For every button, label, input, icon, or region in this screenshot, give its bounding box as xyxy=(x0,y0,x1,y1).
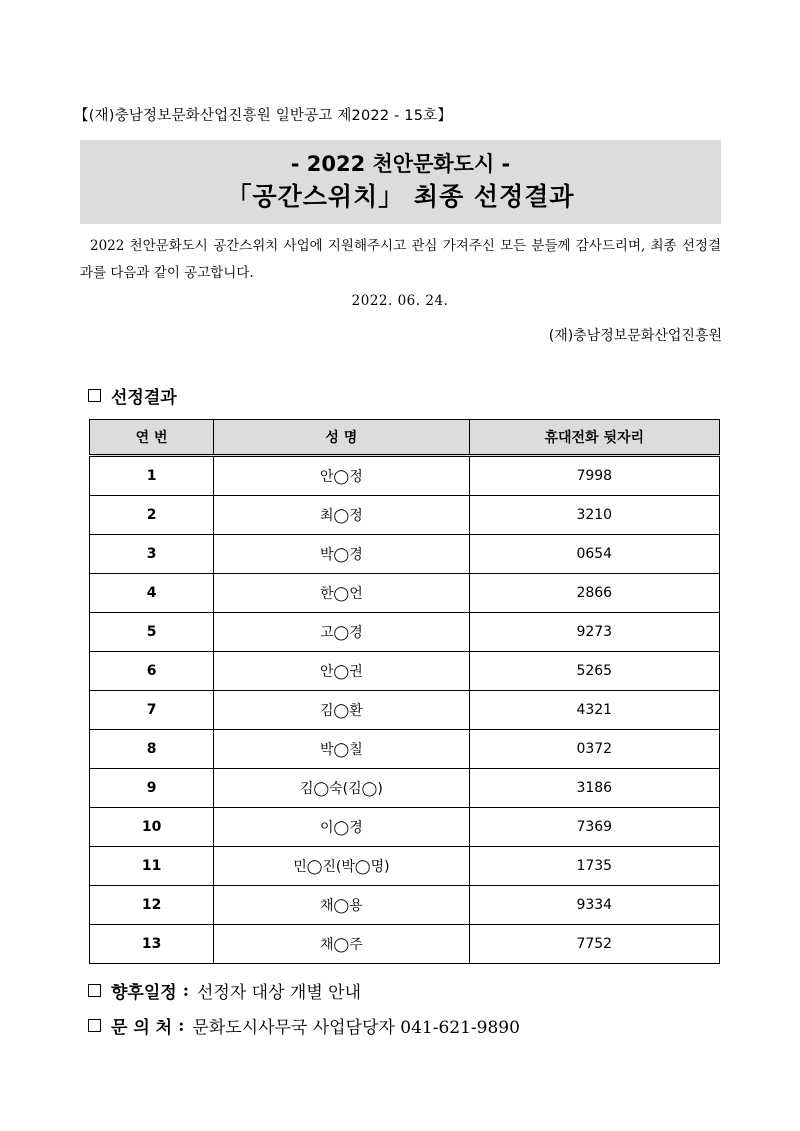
cell-phone: 7998 xyxy=(469,456,719,496)
cell-number: 12 xyxy=(90,886,214,925)
cell-number: 4 xyxy=(90,574,214,613)
cell-phone: 7369 xyxy=(469,808,719,847)
cell-name: 최◯정 xyxy=(214,496,469,535)
table-row xyxy=(90,808,720,847)
cell-number: 9 xyxy=(90,769,214,808)
cell-number: 10 xyxy=(90,808,214,847)
notice-number: 【(재)충남정보문화산업진흥원 일반공고 제2022 - 15호】 xyxy=(74,108,453,124)
cell-phone: 3186 xyxy=(469,769,719,808)
title-line-1: - 2022 천안문화도시 - xyxy=(290,152,511,176)
title-line-2: 「공간스위치」 최종 선정결과 xyxy=(226,182,575,211)
results-table-body xyxy=(90,456,720,964)
cell-name: 민◯진(박◯명) xyxy=(214,847,469,886)
cell-number: 3 xyxy=(90,535,214,574)
cell-phone: 9334 xyxy=(469,886,719,925)
cell-number: 5 xyxy=(90,613,214,652)
column-header-name: 성 명 xyxy=(214,420,469,456)
table-row xyxy=(90,496,720,535)
table-header-row xyxy=(90,420,720,456)
table-row xyxy=(90,456,720,496)
intro-section xyxy=(80,233,721,287)
results-section-title: 선정결과 xyxy=(111,388,177,408)
cell-name: 박◯경 xyxy=(214,535,469,574)
contact-value: 문화도시사무국 사업담당자 041-621-9890 xyxy=(192,1018,520,1038)
cell-name: 안◯정 xyxy=(214,456,469,496)
table-row xyxy=(90,886,720,925)
schedule-line xyxy=(88,978,361,1003)
cell-name: 한◯언 xyxy=(214,574,469,613)
results-section-heading xyxy=(88,383,177,408)
cell-number: 8 xyxy=(90,730,214,769)
cell-phone: 7752 xyxy=(469,925,719,964)
cell-number: 6 xyxy=(90,652,214,691)
schedule-label: 향후일정 xyxy=(111,983,177,1003)
cell-name: 채◯주 xyxy=(214,925,469,964)
cell-name: 김◯숙(김◯) xyxy=(214,769,469,808)
cell-name: 채◯용 xyxy=(214,886,469,925)
checkbox-square-icon xyxy=(88,984,101,997)
results-table xyxy=(89,419,720,964)
table-row xyxy=(90,847,720,886)
cell-number: 13 xyxy=(90,925,214,964)
schedule-value: 선정자 대상 개별 안내 xyxy=(196,983,361,1003)
colon-separator: : xyxy=(178,1015,185,1036)
organization-name: (재)충남정보문화산업진흥원 xyxy=(548,328,722,344)
cell-name: 김◯환 xyxy=(214,691,469,730)
cell-phone: 1735 xyxy=(469,847,719,886)
cell-number: 7 xyxy=(90,691,214,730)
table-row xyxy=(90,613,720,652)
table-row xyxy=(90,535,720,574)
table-row xyxy=(90,730,720,769)
cell-phone: 2866 xyxy=(469,574,719,613)
checkbox-square-icon xyxy=(88,1019,101,1032)
contact-line xyxy=(88,1013,520,1038)
title-banner xyxy=(80,140,721,224)
cell-number: 2 xyxy=(90,496,214,535)
cell-phone: 3210 xyxy=(469,496,719,535)
cell-name: 고◯경 xyxy=(214,613,469,652)
cell-phone: 0654 xyxy=(469,535,719,574)
cell-name: 이◯경 xyxy=(214,808,469,847)
cell-number: 1 xyxy=(90,456,214,496)
cell-phone: 5265 xyxy=(469,652,719,691)
cell-name: 박◯칠 xyxy=(214,730,469,769)
table-row xyxy=(90,574,720,613)
contact-label: 문 의 처 xyxy=(111,1018,173,1038)
table-row xyxy=(90,652,720,691)
notice-date: 2022. 06. 24. xyxy=(351,293,449,309)
table-row xyxy=(90,769,720,808)
cell-number: 11 xyxy=(90,847,214,886)
colon-separator: : xyxy=(182,980,189,1001)
checkbox-square-icon xyxy=(88,389,101,402)
cell-phone: 9273 xyxy=(469,613,719,652)
column-header-number: 연 번 xyxy=(90,420,214,456)
intro-paragraph: 2022 천안문화도시 공간스위치 사업에 지원해주시고 관심 가져주신 모든 분들께 감사드리며, 최종 선정결과를 다음과 같이 공고합니다. xyxy=(80,238,721,281)
cell-phone: 4321 xyxy=(469,691,719,730)
cell-name: 안◯권 xyxy=(214,652,469,691)
column-header-phone: 휴대전화 뒷자리 xyxy=(469,420,719,456)
cell-phone: 0372 xyxy=(469,730,719,769)
table-row xyxy=(90,925,720,964)
table-row xyxy=(90,691,720,730)
